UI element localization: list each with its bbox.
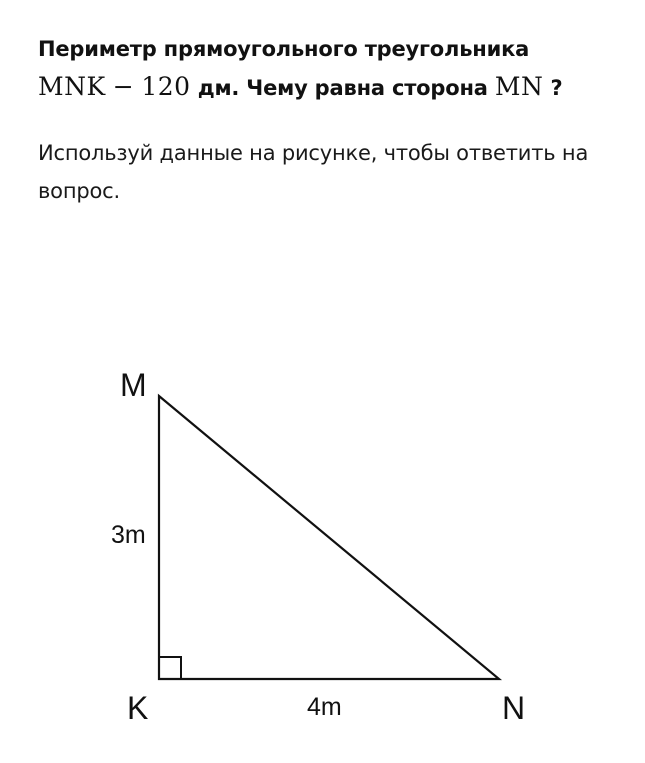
- side-mk-label: 3m: [111, 521, 146, 549]
- side-name: MN: [494, 72, 544, 101]
- vertex-k-label: K: [127, 690, 149, 726]
- triangle-shape: [159, 396, 499, 679]
- side-kn-label: 4m: [307, 693, 342, 721]
- right-angle-marker: [159, 657, 181, 679]
- question-mark: ?: [543, 76, 563, 100]
- question-line-2-text: дм. Чему равна сторона: [190, 76, 495, 100]
- perimeter-value: 120: [141, 72, 191, 101]
- dash-sign: −: [112, 72, 135, 101]
- instruction-text: Используй данные на рисунке, чтобы ответить на вопрос.: [38, 141, 589, 203]
- question-line-1: Периметр прямоугольного треугольника: [38, 37, 530, 61]
- vertex-n-label: N: [502, 690, 526, 726]
- vertex-m-label: M: [120, 367, 147, 403]
- triangle-name: MNK: [38, 72, 106, 101]
